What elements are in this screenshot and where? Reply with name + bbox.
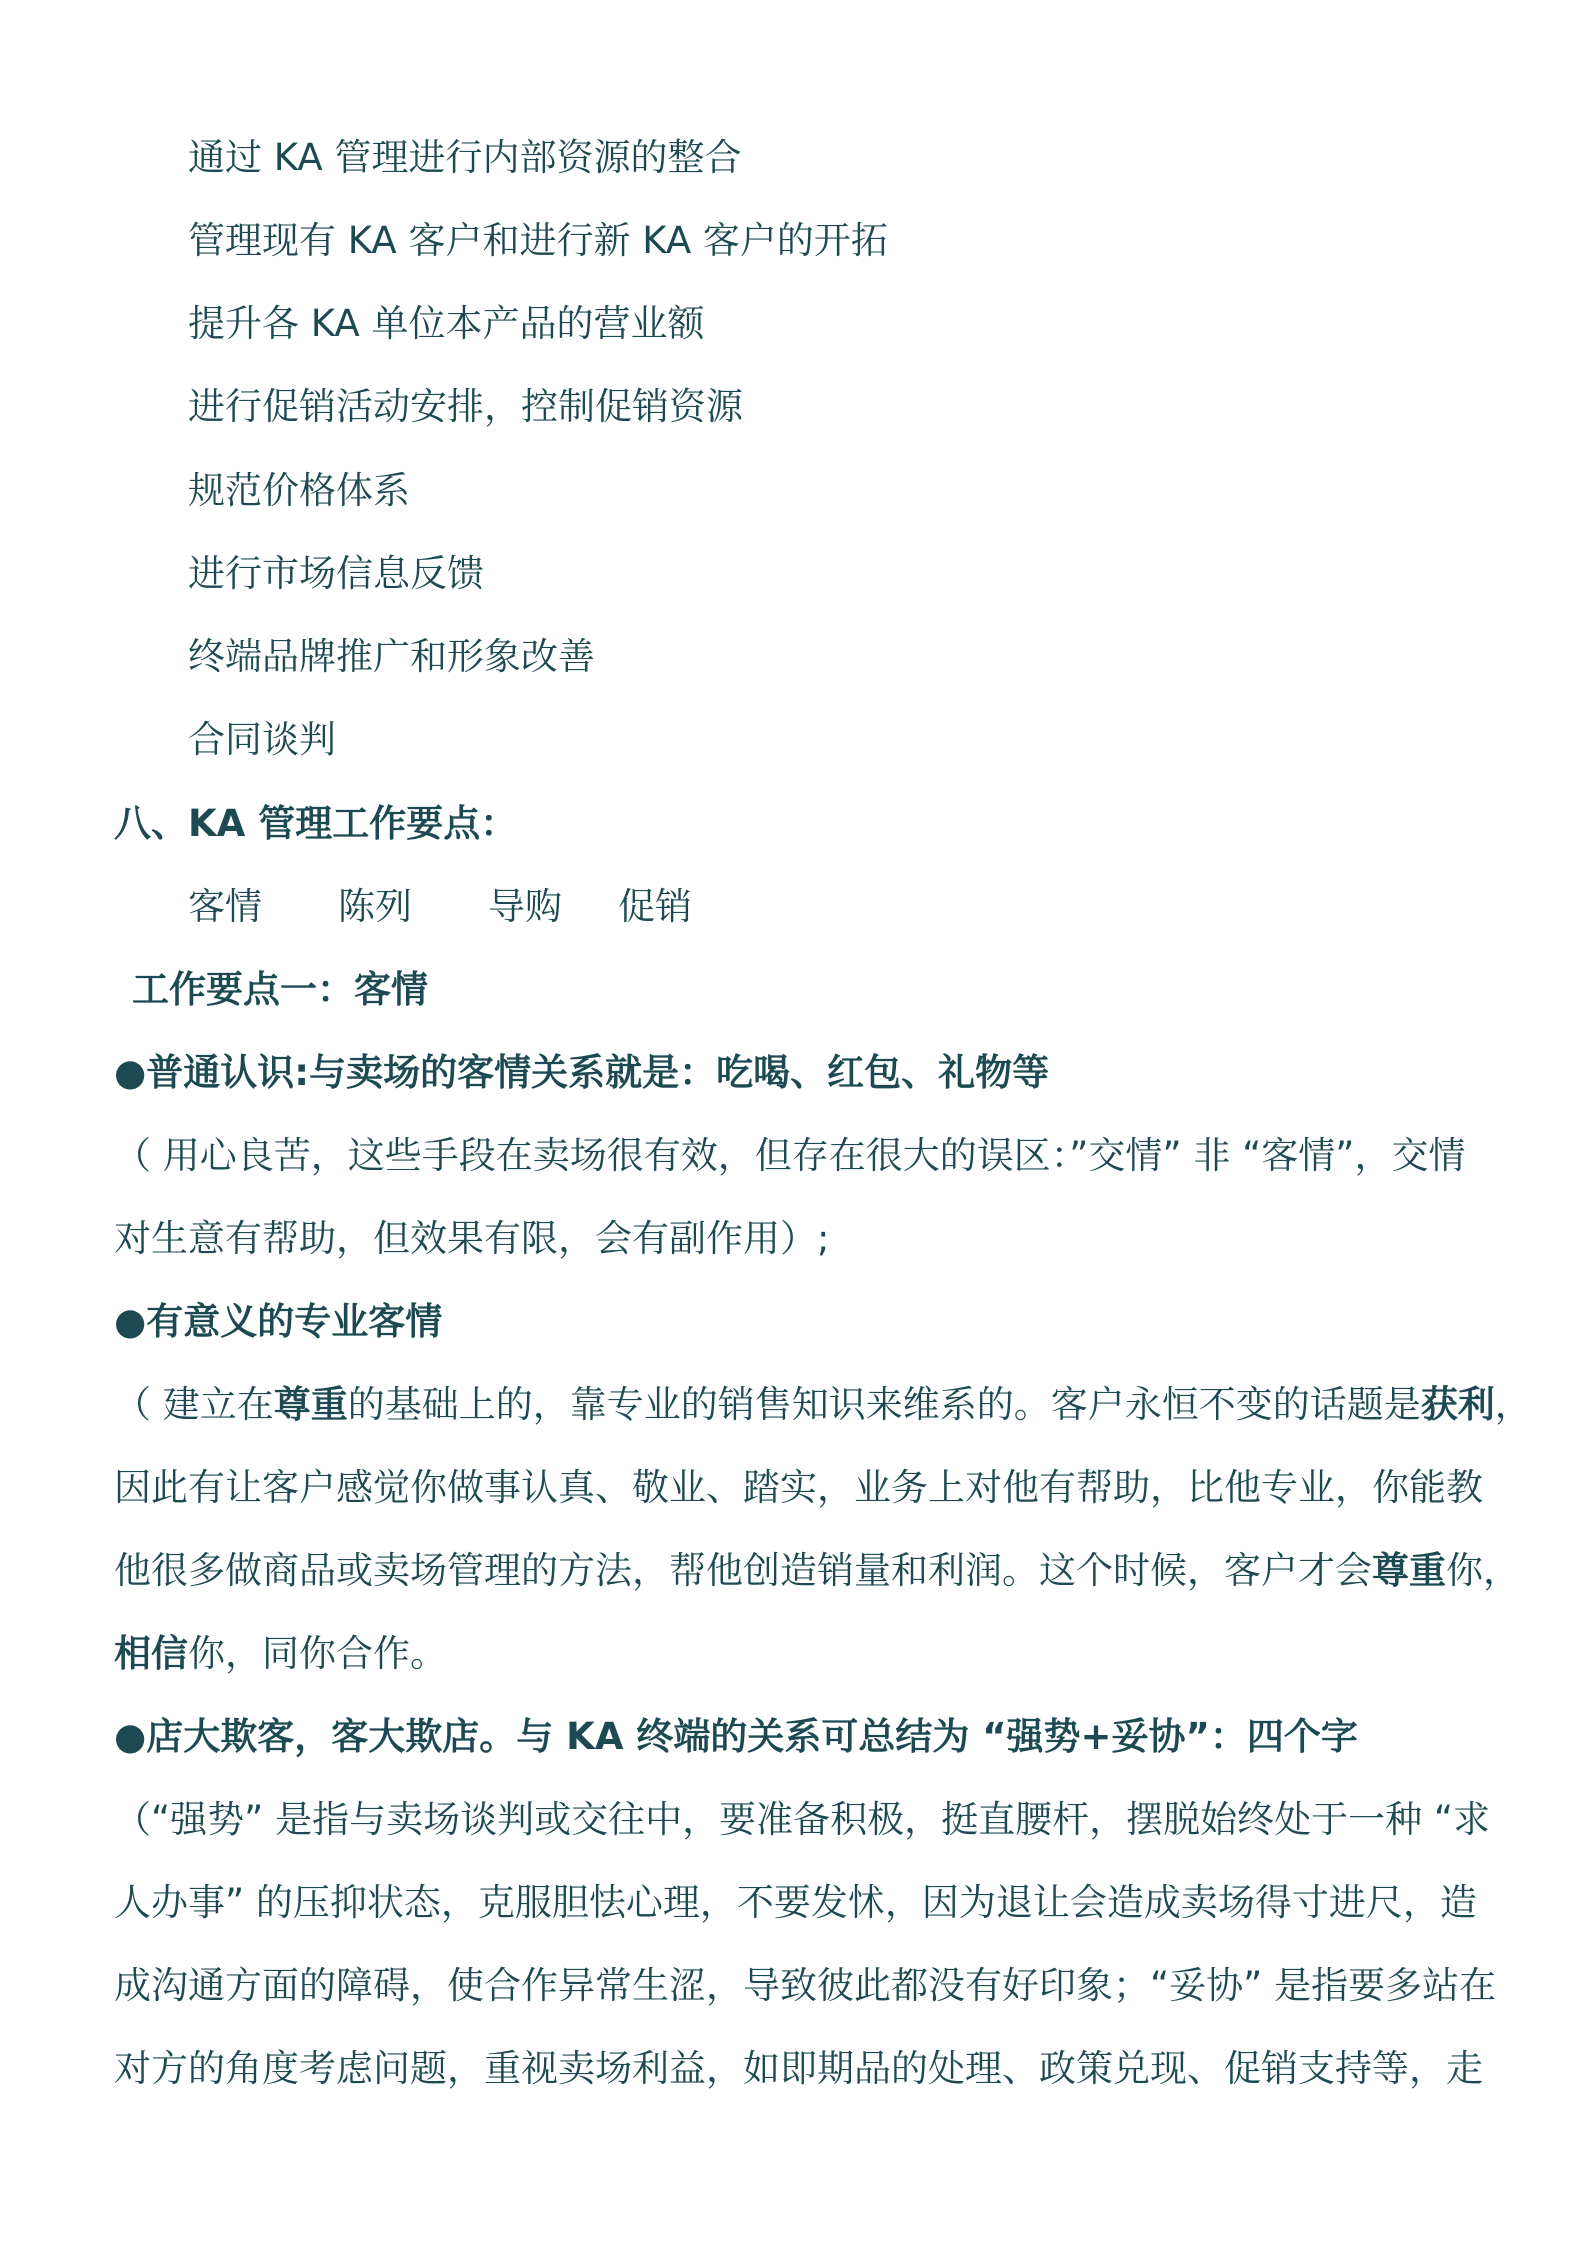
emphasis-text: 尊重 xyxy=(1372,1549,1446,1592)
paragraph-line: （“强势” 是指与卖场谈判或交往中，要准备积极，挺直腰杆，摆脱始终处于一种 “求 xyxy=(114,1798,1491,1841)
duty-item: 进行市场信息反馈 xyxy=(188,552,484,595)
duty-item: 通过 KA 管理进行内部资源的整合 xyxy=(188,136,742,179)
paragraph-line: 成沟通方面的障碍，使合作异常生涩，导致彼此都没有好印象；“妥协” 是指要多站在 xyxy=(114,1964,1497,2007)
duty-item: 规范价格体系 xyxy=(188,469,410,512)
bullet-heading: ●店大欺客，客大欺店。与 KA 终端的关系可总结为 “强势+妥协”：四个字 xyxy=(114,1715,1358,1758)
paragraph-line: 对方的角度考虑问题，重视卖场利益，如即期品的处理、政策兑现、促销支持等，走 xyxy=(114,2047,1483,2090)
bullet-heading: ●普通认识:与卖场的客情关系就是：吃喝、红包、礼物等 xyxy=(114,1051,1050,1094)
paragraph-line xyxy=(114,1380,1532,1430)
subsection-heading: 工作要点一：客情 xyxy=(132,968,428,1011)
paragraph-line xyxy=(114,1546,1520,1596)
paragraph-line: 对生意有帮助，但效果有限，会有副作用）; xyxy=(114,1217,830,1260)
paragraph-line: 人办事” 的压抑状态，克服胆怯心理，不要发怵，因为退让会造成卖场得寸进尺，造 xyxy=(114,1881,1477,1924)
duty-item: 终端品牌推广和形象改善 xyxy=(188,635,595,678)
bullet-heading: ●有意义的专业客情 xyxy=(114,1300,443,1343)
key-point: 导购 xyxy=(488,885,562,928)
key-point: 客情 xyxy=(188,885,262,928)
duty-item: 进行促销活动安排，控制促销资源 xyxy=(188,385,743,428)
key-points-row xyxy=(188,882,1587,932)
text-run: ， xyxy=(1494,1383,1532,1426)
duty-item: 管理现有 KA 客户和进行新 KA 客户的开拓 xyxy=(188,219,888,262)
key-point: 促销 xyxy=(618,885,692,928)
key-point: 陈列 xyxy=(338,885,412,928)
paragraph-line: 因此有让客户感觉你做事认真、敬业、踏实，业务上对他有帮助，比他专业，你能教 xyxy=(114,1466,1483,1509)
emphasis-text: 尊重 xyxy=(273,1383,348,1426)
paragraph-line xyxy=(114,1629,1514,1679)
text-run: 你， xyxy=(1446,1549,1520,1592)
emphasis-text: 相信 xyxy=(114,1632,188,1675)
text-run: 你，同你合作。 xyxy=(188,1632,447,1675)
emphasis-text: 获利 xyxy=(1420,1383,1495,1426)
paragraph-line: （ 用心良苦，这些手段在卖场很有效，但存在很大的误区：”交情” 非 “客情”，交情 xyxy=(114,1134,1466,1177)
duty-item: 提升各 KA 单位本产品的营业额 xyxy=(188,302,705,345)
text-run: 的基础上的，靠专业的销售知识来维系的。客户永恒不变的话题是 xyxy=(347,1383,1421,1426)
section-heading: 八、KA 管理工作要点： xyxy=(114,802,518,845)
text-run: （ 建立在 xyxy=(114,1383,274,1426)
duty-item: 合同谈判 xyxy=(188,718,336,761)
text-run: 他很多做商品或卖场管理的方法，帮他创造销量和利润。这个时候，客户才会 xyxy=(114,1549,1372,1592)
